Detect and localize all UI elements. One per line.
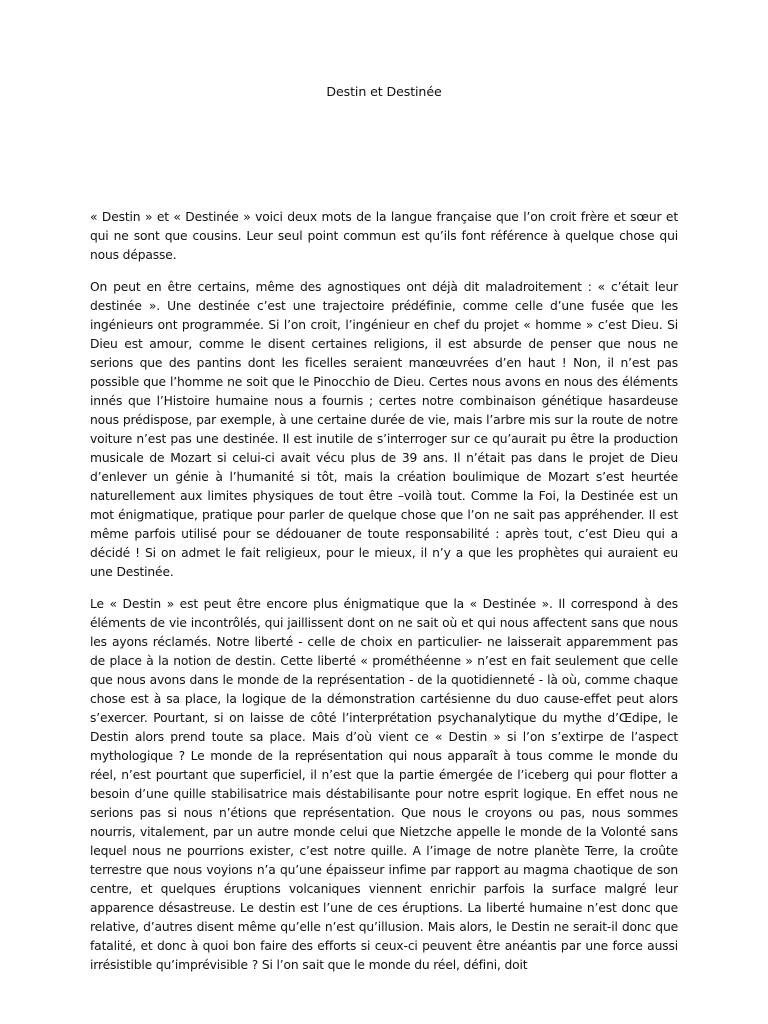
document-body bbox=[90, 208, 678, 988]
document-title: Destin et Destinée bbox=[326, 84, 442, 99]
paragraph-3: Le « Destin » est peut être encore plus énigmatique que la « Destinée ». Il correspond à des éléments de vie incontrôlés, qui jaillissent dont on ne sait où et qui nous affectent sans que nous les ayons réclamés. Notre liberté - celle de choix en particulier- ne laisserait apparemment pas de place à la notion de destin. Cette liberté « prométhéenne » n’est en fait seulement que celle que nous avons dans le monde de la représentation - de la quotidienneté - là où, comme chaque chose est à sa place, la logique de la démonstration cartésienne du duo cause-effet peut alors s’exercer. Pourtant, si on laisse de côté l’interprétation psychanalytique du mythe d’Œdipe, le Destin alors prend toute sa place. Mais d’où vient ce « Destin » si l’on s’extirpe de l’aspect mythologique ? Le monde de la représentation qui nous apparaît à tous comme le monde du réel, n’est pourtant que superficiel, il n’est que la partie émergée de l’iceberg qui pour flotter a besoin d’une quille stabilisatrice mais déstabilisante pour notre esprit logique. En effet nous ne serions pas si nous n’étions que représentation. Que nous le croyons ou pas, nous sommes nourris, vitalement, par un autre monde celui que Nietzche appelle le monde de la Volonté sans lequel nous ne pourrions exister, c’est notre quille. A l’image de notre planète Terre, la croûte terrestre que nous voyions n’a qu’une épaisseur infime par rapport au magma chaotique de son centre, et quelques éruptions volcaniques viennent enrichir parfois la surface malgré leur apparence désastreuse. Le destin est l’une de ces éruptions. La liberté humaine n’est donc que relative, d’autres disent même qu’elle n’est qu’illusion. Mais alors, le Destin ne serait-il donc que fatalité, et donc à quoi bon faire des efforts si ceux-ci peuvent être anéantis par une force aussi irrésistible qu’imprévisible ? Si l’on sait que le monde du réel, défini, doit bbox=[90, 597, 678, 972]
paragraph-2: On peut en être certains, même des agnostiques ont déjà dit maladroitement : « c’était leur destinée ». Une destinée c’est une trajectoire prédéfinie, comme celle d’une fusée que les ingénieurs ont programmée. Si l’on croit, l’ingénieur en chef du projet « homme » c’est Dieu. Si Dieu est amour, comme le disent certaines religions, il est absurde de penser que nous ne serions que des pantins dont les ficelles seraient manœuvrées d’en haut ! Non, il n’est pas possible que l’homme ne soit que le Pinocchio de Dieu. Certes nous avons en nous des éléments innés que l’Histoire humaine nous a fournis ; certes notre combinaison génétique hasardeuse nous prédispose, par exemple, à une certaine durée de vie, mais l’arbre mis sur la route de notre voiture n’est pas une destinée. Il est inutile de s’interroger sur ce qu’aurait pu être la production musicale de Mozart si celui-ci avait vécu plus de 39 ans. Il n’était pas dans le projet de Dieu d’enlever un génie à l’humanité si tôt, mais la création boulimique de Mozart s’est heurtée naturellement aux limites physiques de tout être –voilà tout. Comme la Foi, la Destinée est un mot énigmatique, pratique pour parler de quelque chose que l’on ne sait pas appréhender. Il est même parfois utilisé pour se dédouaner de toute responsabilité : après tout, c’est Dieu qui a décidé ! Si on admet le fait religieux, pour le mieux, il n’y a que les prophètes qui auraient eu une Destinée. bbox=[90, 280, 678, 579]
paragraph-1: « Destin » et « Destinée » voici deux mots de la langue française que l’on croit frère et sœur et qui ne sont que cousins. Leur seul point commun est qu’ils font référence à quelque chose qui nous dépasse. bbox=[90, 210, 678, 262]
